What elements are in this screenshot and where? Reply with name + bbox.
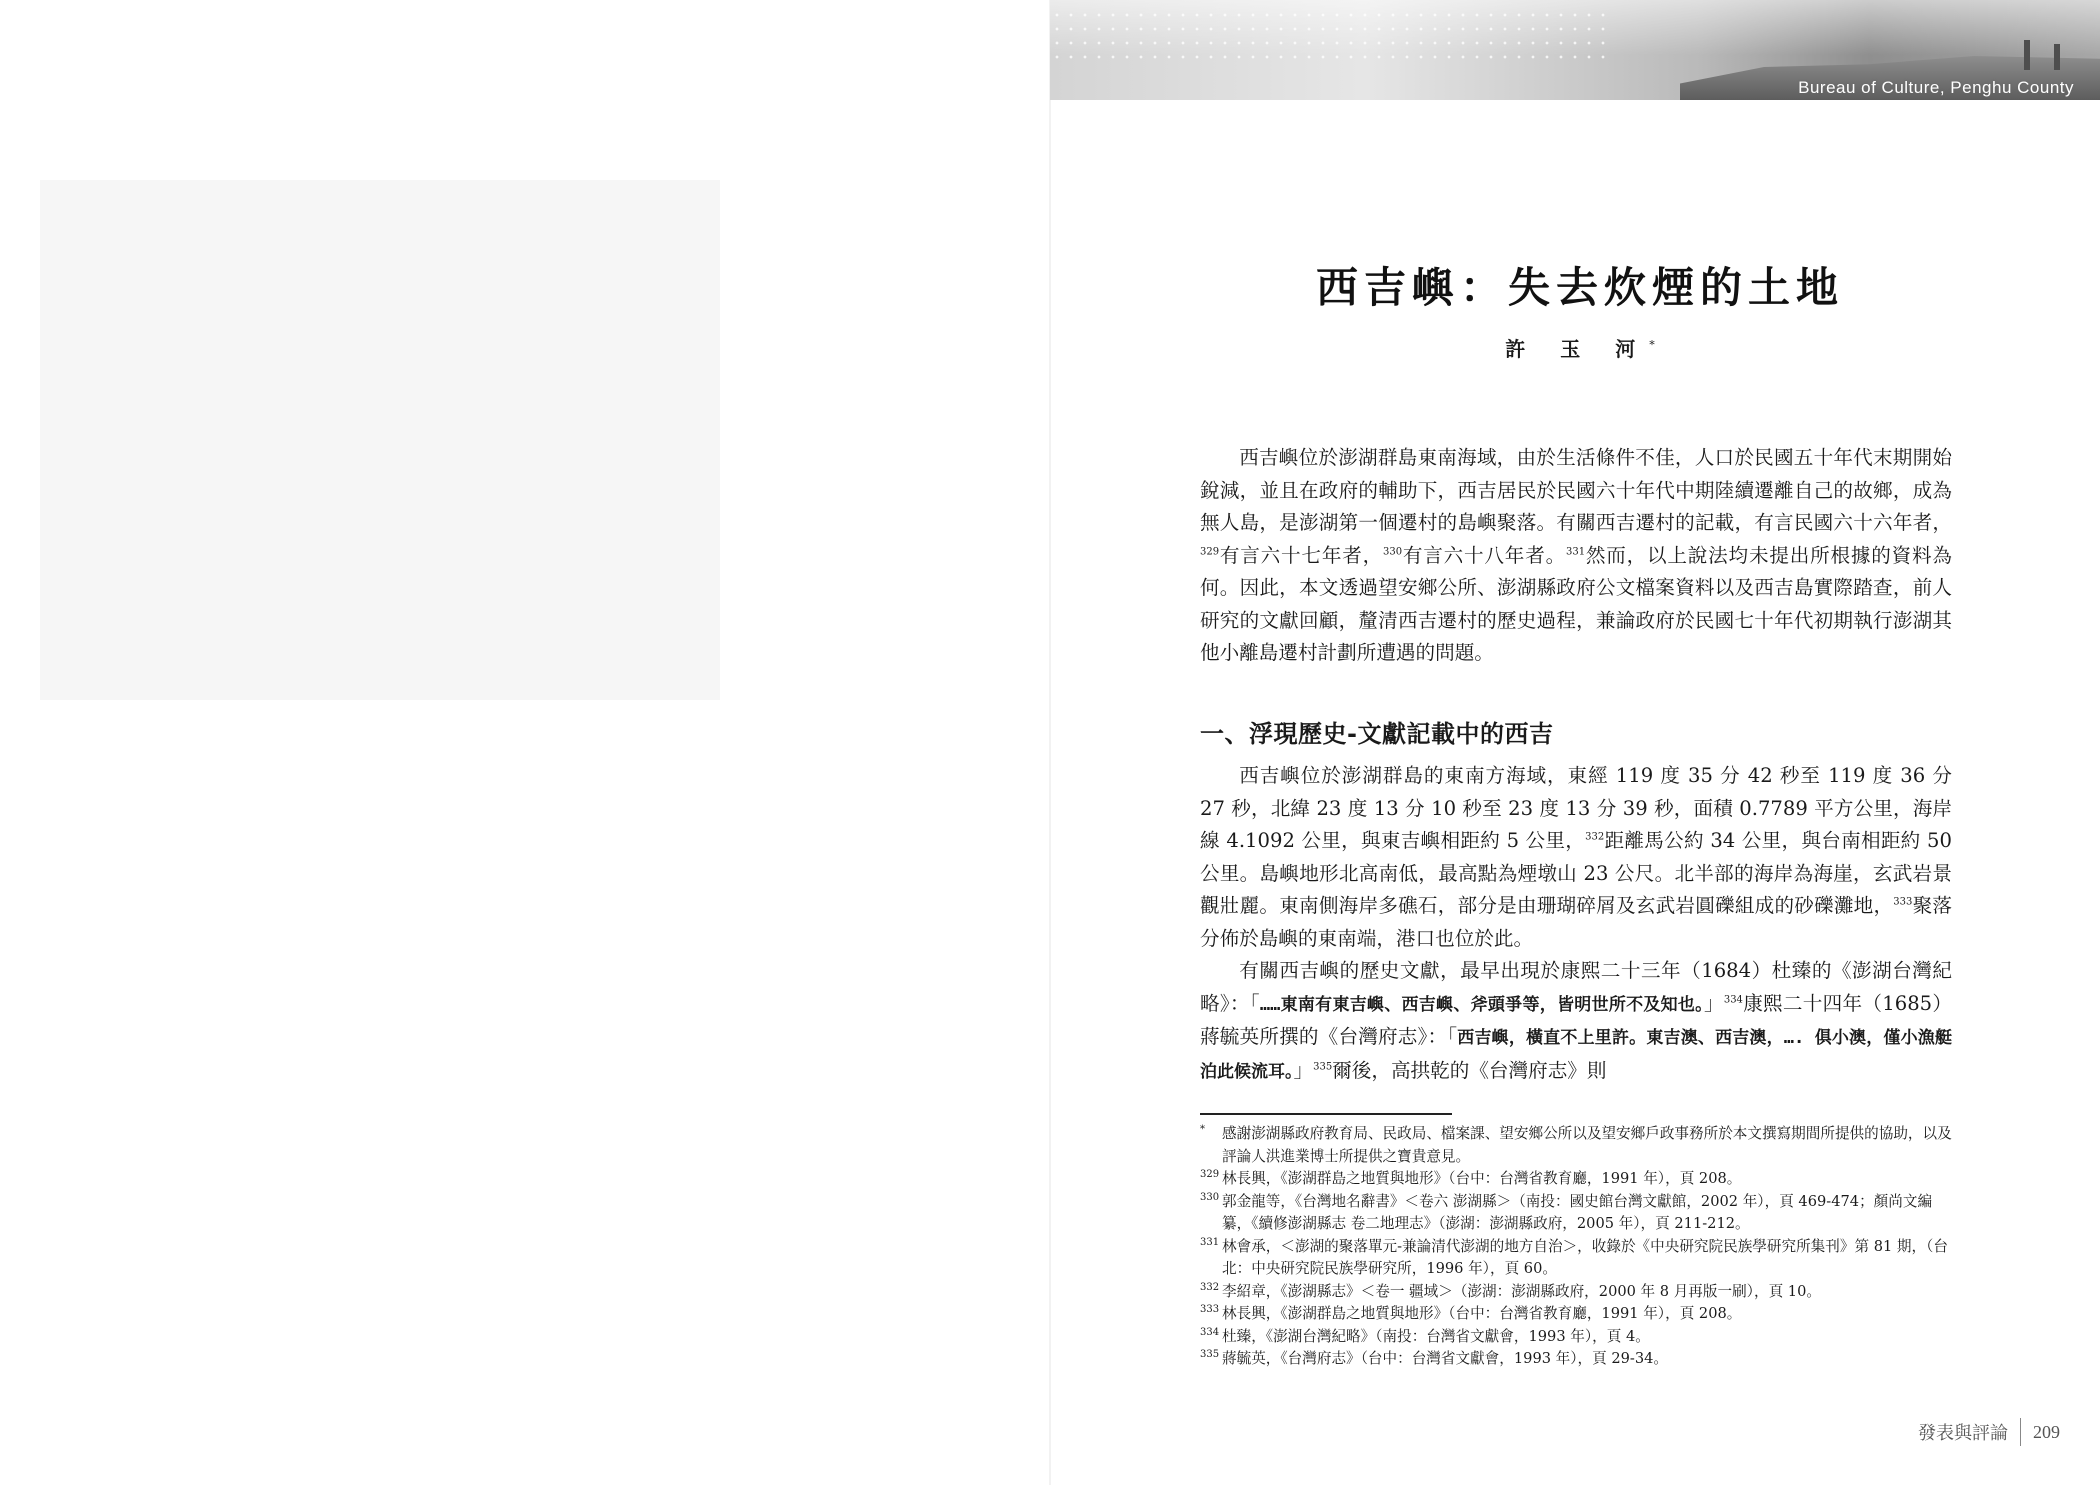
abstract-paragraph	[1200, 442, 1952, 670]
footnote-mark: 329	[1200, 1169, 1220, 1180]
footnote-ref: 333	[1893, 896, 1913, 908]
footnote	[1200, 1281, 1960, 1304]
footnote	[1200, 1348, 1960, 1371]
footnote-text: 蔣毓英，《台灣府志》（台中：台灣省文獻會，1993 年），頁 29-34。	[1222, 1350, 1669, 1367]
body-text: 有關西吉嶼的歷史文獻，最早出現於康熙二十三年（1684）杜臻的《澎湖台灣紀略》：「	[1200, 959, 1952, 1015]
abstract-text: 然而，以上說法均未提出所根據的資料為何。因此，本文透過望安鄉公所、澎湖縣政府公文檔案資料以及西吉島實際踏查，前人研究的文獻回顧，釐清西吉遷村的歷史過程，兼論政府於民國七十年代初期執行澎湖其他小離島遷村計劃所遭遇的問題。	[1200, 543, 1953, 664]
author-name: 許 玉 河	[1505, 337, 1650, 361]
body-paragraph	[1200, 955, 1952, 1088]
footnote-mark: 331	[1200, 1236, 1220, 1248]
page-footer	[1918, 1418, 2060, 1446]
footnote-mark: 332	[1200, 1281, 1220, 1293]
footnote-ref: 329	[1200, 545, 1220, 557]
footnote-text: 李紹章，《澎湖縣志》＜卷一 疆域＞（澎湖：澎湖縣政府，2000 年 8 月再版一刷），頁 10。	[1222, 1282, 1821, 1300]
article-title: 西吉嶼：失去炊煙的土地	[1315, 263, 1844, 312]
footnote-text: 林長興，《澎湖群島之地質與地形》（台中：台灣省教育廳，1991 年），頁 208。	[1222, 1170, 1742, 1187]
abstract-text: 西吉嶼位於澎湖群島東南海域，由於生活條件不佳，人口於民國五十年代末期開始銳減，並且在政府的輔助下，西吉居民於民國六十年代中期陸續遷離自己的故鄉，成為無人島，是澎湖第一個遷村的島嶼聚落。有關西吉遷村的記載，有言民國六十六年者，	[1200, 446, 1952, 534]
footnote	[1200, 1191, 1960, 1236]
footnote	[1200, 1303, 1960, 1326]
banner-pole	[2024, 40, 2030, 70]
abstract-text: 有言六十八年者。	[1402, 543, 1566, 567]
footnote-ref: 334	[1723, 993, 1743, 1005]
body-text: 西吉嶼位於澎湖群島的東南方海域，東經 119 度 35 分 42 秒至 119 度 36 分 27 秒，北緯 23 度 13 分 10 秒至 23 度 13 分 39 秒，面積 0.7789 平方公里，海岸線 4.1092 公里，與東吉嶼相距約 5 公里，	[1200, 764, 1952, 852]
abstract-text: 有言六十七年者，	[1219, 543, 1383, 567]
footnote	[1200, 1326, 1960, 1349]
footnote-ref: 330	[1382, 545, 1403, 557]
footnote-ref: 335	[1313, 1060, 1333, 1072]
banner-dot-pattern	[1050, 8, 1610, 68]
footnote-text: 林會承，＜澎湖的聚落單元-兼論清代澎湖的地方自治＞，收錄於《中央研究院民族學研究所集刊》第 81 期，（台北：中央研究院民族學研究所，1996 年），頁 60。	[1222, 1237, 1948, 1277]
footer-section-label: 發表與評論	[1918, 1423, 2008, 1443]
body-text: 」	[1293, 1058, 1314, 1082]
footnote-mark: 335	[1200, 1349, 1220, 1360]
footnote	[1200, 1236, 1960, 1281]
bleed-through-block	[40, 180, 720, 700]
author-footnote-mark: *	[1649, 338, 1655, 352]
body-text: 爾後，高拱乾的《台灣府志》則	[1332, 1058, 1607, 1082]
footnote-ref: 332	[1585, 831, 1605, 843]
footnote-text: 郭金龍等，《台灣地名辭書》＜卷六 澎湖縣＞（南投：國史館台灣文獻館，2002 年），頁 469-474；顏尚文編纂，《續修澎湖縣志 卷二地理志》（澎湖：澎湖縣政府，2005 年），頁 211-212。	[1222, 1192, 1933, 1232]
body-text: 」	[1703, 991, 1724, 1015]
page-number: 209	[2033, 1421, 2060, 1442]
page-spine	[1049, 0, 1051, 1485]
body-text: 距離馬公約 34 公里，與台南相距約 50 公里。島嶼地形北高南低，最高點為煙墩山 23 公尺。北半部的海岸為海崖，玄武岩景觀壯麗。東南側海岸多礁石，部分是由珊瑚碎屑及玄武岩圓礫組成的砂礫灘地，	[1200, 829, 1952, 917]
footnote-divider	[1200, 1113, 1452, 1115]
section-heading: 一、浮現歷史-文獻記載中的西吉	[1200, 720, 1554, 748]
footnote-mark: 330	[1200, 1191, 1220, 1203]
abstract	[1200, 442, 1952, 670]
footer-divider	[2020, 1418, 2021, 1446]
footnote-text: 感謝澎湖縣政府教育局、民政局、檔案課、望安鄉公所以及望安鄉戶政事務所於本文撰寫期間所提供的協助，以及評論人洪進業博士所提供之寶貴意見。	[1222, 1125, 1952, 1165]
section-body	[1200, 760, 1952, 1088]
footnote	[1200, 1168, 1960, 1191]
body-text: 聚落分佈於島嶼的東南端，港口也位於此。	[1200, 894, 1953, 950]
header-banner	[1050, 0, 2100, 100]
body-text: 康熙二十四年（1685）蔣毓英所撰的《台灣府志》：「	[1200, 991, 1952, 1048]
footnote-mark: *	[1200, 1124, 1205, 1135]
banner-pole	[2054, 44, 2060, 70]
footnote-text: 杜臻，《澎湖台灣紀略》（南投：台灣省文獻會，1993 年），頁 4。	[1222, 1327, 1650, 1345]
article-author	[1200, 333, 1960, 362]
footnote-mark: 333	[1200, 1304, 1220, 1315]
footnote-text: 林長興，《澎湖群島之地質與地形》（台中：台灣省教育廳，1991 年），頁 208。	[1222, 1305, 1742, 1322]
body-paragraph	[1200, 760, 1952, 955]
footnote-mark: 334	[1200, 1326, 1220, 1338]
footnotes	[1200, 1123, 1960, 1371]
block-quote: ……東南有東吉嶼、西吉嶼、斧頭爭等，皆明世所不及知也。	[1259, 994, 1704, 1015]
footnote	[1200, 1123, 1960, 1168]
banner-text: Bureau of Culture, Penghu County	[1798, 78, 2074, 97]
block-quote: 西吉嶼，橫直不上里許。東吉澳、西吉澳，…. 俱小澳，僅小漁艇泊此候流耳。	[1200, 1028, 1952, 1082]
footnote-ref: 331	[1565, 545, 1586, 557]
